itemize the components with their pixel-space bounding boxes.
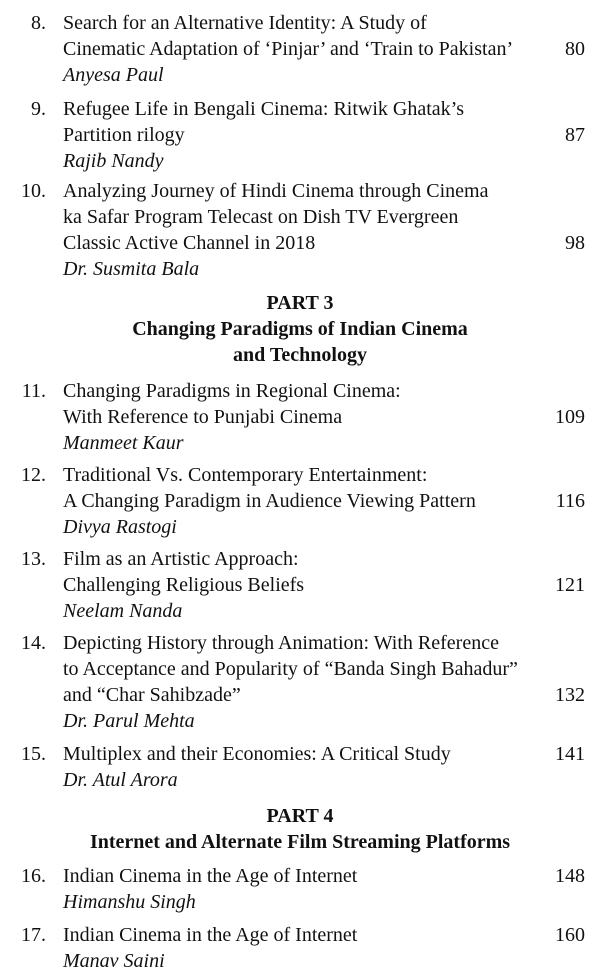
entry-title-line: With Reference to Punjabi Cinema (63, 406, 343, 428)
entry-number: 11. (21, 380, 46, 402)
entry-page-number: 98 (565, 232, 585, 254)
entry-page-number: 109 (555, 406, 585, 428)
entry-author: Dr. Parul Mehta (63, 710, 195, 732)
entry-page-number: 121 (555, 574, 585, 596)
entry-page-number: 80 (565, 38, 585, 60)
entry-number: 13. (21, 548, 46, 570)
entry-page-number: 132 (555, 684, 585, 706)
entry-author: Himanshu Singh (63, 891, 196, 913)
entry-number: 16. (21, 865, 46, 887)
entry-page-number: 87 (565, 124, 585, 146)
part-label: PART 4 (266, 805, 334, 827)
entry-author: Anyesa Paul (63, 64, 164, 86)
entry-title-line: Challenging Religious Beliefs (63, 574, 305, 596)
entry-title-line: Film as an Artistic Approach: (63, 548, 299, 570)
part-title-line: and Technology (233, 344, 367, 366)
entry-number: 9. (31, 98, 46, 120)
entry-page-number: 141 (555, 743, 585, 765)
entry-number: 14. (21, 632, 46, 654)
entry-number: 8. (31, 12, 46, 34)
entry-page-number: 148 (555, 865, 585, 887)
entry-author: Neelam Nanda (63, 600, 183, 622)
part-title-line: Changing Paradigms of Indian Cinema (132, 318, 468, 340)
entry-page-number: 160 (555, 924, 585, 946)
entry-title-line: Classic Active Channel in 2018 (63, 232, 316, 254)
entry-title-line: Indian Cinema in the Age of Internet (63, 924, 358, 946)
entry-number: 17. (21, 924, 46, 946)
entry-number: 12. (21, 464, 46, 486)
entry-author: Dr. Atul Arora (63, 769, 178, 791)
entry-title-line: Indian Cinema in the Age of Internet (63, 865, 358, 887)
entry-page-number: 116 (555, 490, 585, 512)
entry-title-line: Changing Paradigms in Regional Cinema: (63, 380, 401, 402)
entry-title-line: to Acceptance and Popularity of “Banda Singh Bahadur” (63, 658, 518, 680)
entry-title-line: Partition rilogy (63, 124, 185, 146)
entry-title-line: and “Char Sahibzade” (63, 684, 241, 706)
entry-number: 15. (21, 743, 46, 765)
entry-title-line: Refugee Life in Bengali Cinema: Ritwik Ghatak’s (63, 98, 465, 120)
entry-author: Manav Saini (63, 950, 165, 972)
part-title-line: Internet and Alternate Film Streaming Platforms (89, 831, 511, 853)
entry-number: 10. (21, 180, 46, 202)
part-label: PART 3 (266, 292, 334, 314)
entry-title-line: Analyzing Journey of Hindi Cinema through Cinema (63, 180, 489, 202)
entry-title-line: Traditional Vs. Contemporary Entertainment: (63, 464, 428, 486)
entry-author: Dr. Susmita Bala (63, 258, 200, 280)
entry-author: Rajib Nandy (63, 150, 164, 172)
entry-title-line: Cinematic Adaptation of ‘Pinjar’ and ‘Train to Pakistan’ (63, 38, 514, 60)
entry-author: Divya Rastogi (63, 516, 177, 538)
entry-title-line: A Changing Paradigm in Audience Viewing Pattern (63, 490, 476, 512)
entry-title-line: Depicting History through Animation: With Reference (63, 632, 499, 654)
entry-title-line: Multiplex and their Economies: A Critical Study (63, 743, 451, 765)
entry-title-line: Search for an Alternative Identity: A Study of (63, 12, 427, 34)
entry-title-line: ka Safar Program Telecast on Dish TV Evergreen (63, 206, 459, 228)
entry-author: Manmeet Kaur (63, 432, 184, 454)
